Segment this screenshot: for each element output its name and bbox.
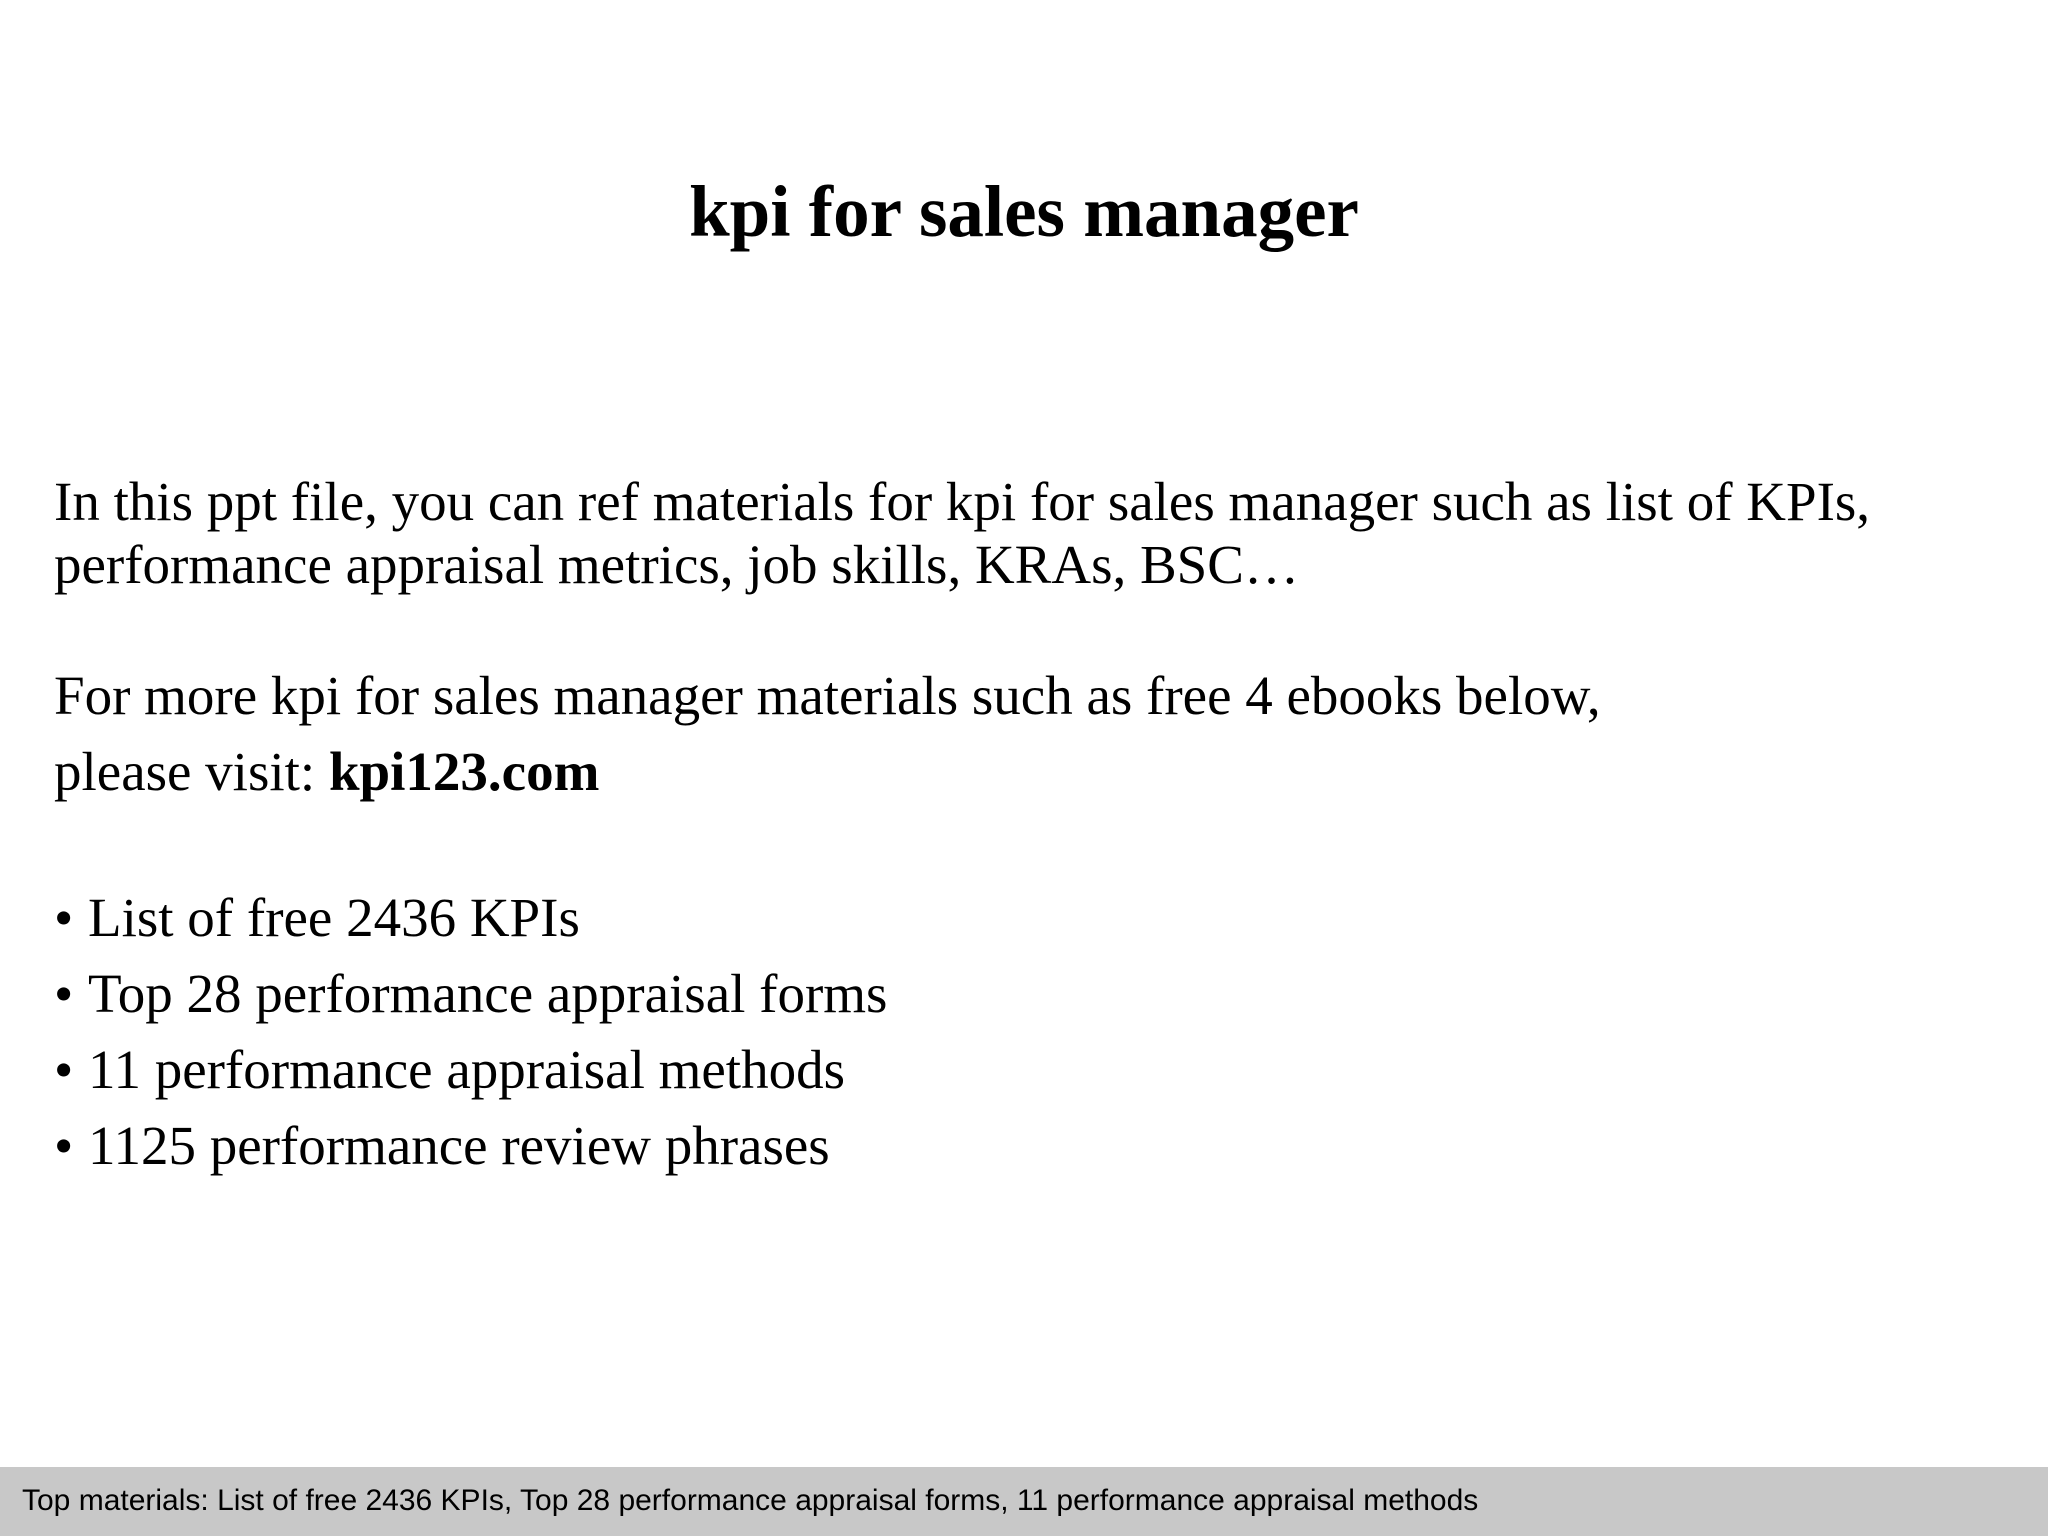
bullet-icon: • [54, 1039, 74, 1100]
bullet-icon: • [54, 887, 74, 948]
footer-text: Top materials: List of free 2436 KPIs, Top 28 performance appraisal forms, 11 performance appraisal methods [22, 1484, 1479, 1517]
slide-title: kpi for sales manager [689, 171, 1359, 252]
footer-bar [0, 1467, 2048, 1536]
ebook-item-label: Top 28 performance appraisal forms [88, 963, 888, 1024]
ebook-item [54, 1108, 887, 1184]
ebook-item [54, 956, 887, 1032]
intro-line-2: performance appraisal metrics, job skills, KRAs, BSC… [54, 534, 1299, 595]
ebook-item [54, 1032, 887, 1108]
ebook-item [54, 880, 887, 956]
intro-paragraph [54, 470, 2014, 596]
bullet-icon: • [54, 963, 74, 1024]
visit-prefix: please visit: [54, 741, 329, 802]
ebook-item-label: 11 performance appraisal methods [88, 1039, 845, 1100]
more-materials-paragraph [54, 658, 2014, 810]
kpi123-link[interactable]: kpi123.com [328, 741, 600, 802]
intro-line-1: In this ppt file, you can ref materials for kpi for sales manager such as list of KPIs, [54, 471, 1871, 532]
bullet-icon: • [54, 1115, 74, 1176]
ebook-list [54, 880, 887, 1184]
ebook-item-label: List of free 2436 KPIs [88, 887, 580, 948]
more-line-1: For more kpi for sales manager materials such as free 4 ebooks below, [54, 665, 1601, 726]
ebook-item-label: 1125 performance review phrases [88, 1115, 830, 1176]
